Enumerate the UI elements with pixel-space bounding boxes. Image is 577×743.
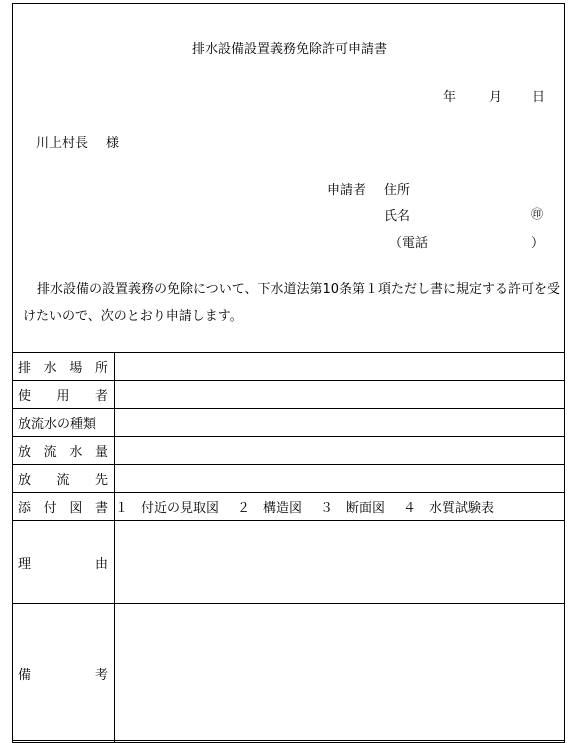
field-discharge-type[interactable] [115,409,565,437]
label-chars: 排 水 場 所 [18,361,108,376]
attachment-item: ３ 断面図 [320,501,386,516]
row-discharge-destination [13,465,565,493]
field-remarks[interactable] [115,604,565,743]
field-reason[interactable] [115,521,565,604]
application-statement: 排水設備の設置義務の免除について、下水道法第10条第１項ただし書に規定する許可を受けたいので、次のとおり申請します。 [23,282,561,324]
label-discharge-volume [13,437,115,465]
attachment-item: １ 付近の見取図 [115,501,220,516]
label-chars: 使 用 者 [18,389,108,404]
label-discharge-location [13,353,115,381]
applicant-label: 申請者 [327,183,367,198]
application-table [12,352,565,743]
row-discharge-location [13,353,565,381]
label-chars: 備 考 [18,667,108,683]
row-reason [13,521,565,604]
attachment-item: ２ 構造図 [237,501,303,516]
addressee-honorific: 様 [106,136,120,151]
field-discharge-destination[interactable] [115,465,565,493]
address-label: 住所 [384,183,411,198]
field-discharge-location[interactable] [115,353,565,381]
label-chars: 理 由 [18,556,108,572]
label-discharge-destination [13,465,115,493]
phone-close: ） [531,236,545,251]
date-day: 日 [532,90,546,105]
label-reason [13,521,115,604]
label-chars: 放 流 先 [18,473,108,488]
name-label: 氏名 [384,209,411,224]
seal-mark: ㊞ [531,207,544,221]
attachment-item: ４ 水質試験表 [403,501,495,516]
label-discharge-type [13,409,115,437]
form-frame [12,3,565,741]
label-chars: 添 付 図 書 [18,501,108,516]
phone-open: （電話 [389,236,429,251]
date-year: 年 [443,90,457,105]
field-user[interactable] [115,381,565,409]
label-user [13,381,115,409]
label-chars: 放 流 水 量 [18,445,108,460]
addressee [36,132,119,151]
attachments-list [115,493,565,521]
label-attachments [13,493,115,521]
row-attachments [13,493,565,521]
label-chars: 放流水の種類 [18,417,97,432]
field-discharge-volume[interactable] [115,437,565,465]
row-discharge-volume [13,437,565,465]
document-title: 排水設備設置義務免除許可申請書 [191,42,387,57]
row-user [13,381,565,409]
label-remarks [13,604,115,743]
date-month: 月 [489,90,503,105]
row-remarks [13,604,565,743]
addressee-name: 川上村長 [36,136,89,151]
row-discharge-type [13,409,565,437]
